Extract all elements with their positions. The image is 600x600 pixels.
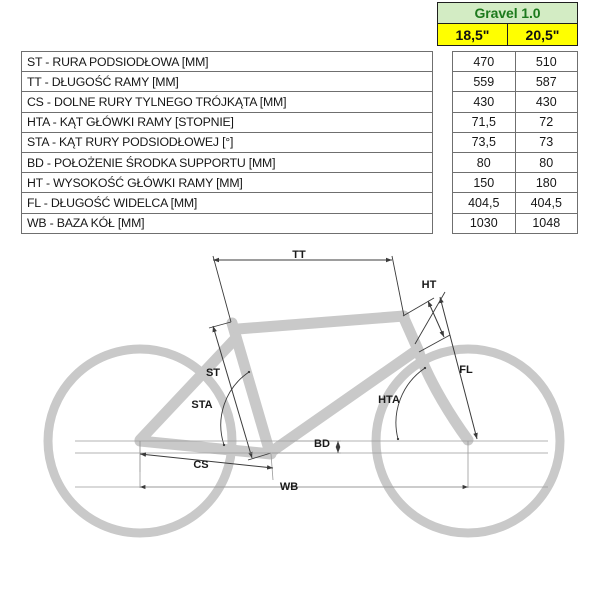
table-row bbox=[453, 173, 578, 193]
desc-cell-bd: BD - POŁOŻENIE ŚRODKA SUPPORTU [MM] bbox=[22, 152, 433, 172]
desc-cell-st: ST - RURA PODSIODŁOWA [MM] bbox=[22, 52, 433, 72]
reference-lines bbox=[75, 441, 548, 488]
fl-label: FL bbox=[459, 364, 473, 376]
table-row bbox=[453, 72, 578, 92]
chain-stay bbox=[140, 441, 271, 454]
value-cell-fl-18: 404,5 bbox=[453, 193, 516, 213]
value-cell-st-20: 510 bbox=[515, 52, 578, 72]
table-row bbox=[453, 112, 578, 132]
value-cell-hta-18: 71,5 bbox=[453, 112, 516, 132]
table-row bbox=[22, 152, 433, 172]
value-cell-sta-20: 73 bbox=[515, 132, 578, 152]
table-row bbox=[22, 132, 433, 152]
value-cell-cs-18: 430 bbox=[453, 92, 516, 112]
table-row bbox=[22, 112, 433, 132]
hta-label: HTA bbox=[378, 394, 400, 406]
desc-cell-cs: CS - DOLNE RURY TYLNEGO TRÓJKĄTA [MM] bbox=[22, 92, 433, 112]
table-row bbox=[453, 152, 578, 172]
value-cell-bd-18: 80 bbox=[453, 152, 516, 172]
value-cell-wb-18: 1030 bbox=[453, 213, 516, 233]
desc-cell-tt: TT - DŁUGOŚĆ RAMY [MM] bbox=[22, 72, 433, 92]
value-cell-ht-18: 150 bbox=[453, 173, 516, 193]
value-cell-tt-18: 559 bbox=[453, 72, 516, 92]
bicycle-geometry-diagram bbox=[0, 240, 600, 600]
desc-cell-sta: STA - KĄT RURY PODSIODŁOWEJ [°] bbox=[22, 132, 433, 152]
table-row bbox=[22, 52, 433, 72]
table-row bbox=[453, 92, 578, 112]
value-cell-st-18: 470 bbox=[453, 52, 516, 72]
desc-cell-fl: FL - DŁUGOŚĆ WIDELCA [MM] bbox=[22, 193, 433, 213]
size-header-table bbox=[437, 2, 578, 46]
desc-cell-hta: HTA - KĄT GŁÓWKI RAMY [STOPNIE] bbox=[22, 112, 433, 132]
top-tube bbox=[238, 316, 404, 329]
table-row bbox=[22, 92, 433, 112]
table-row bbox=[453, 213, 578, 233]
model-row bbox=[438, 3, 578, 24]
size-row bbox=[438, 24, 578, 46]
ht-dimension-line bbox=[428, 301, 444, 337]
geometry-description-table bbox=[21, 51, 433, 234]
tt-extension-right bbox=[392, 256, 404, 316]
table-row bbox=[22, 213, 433, 233]
table-row bbox=[453, 132, 578, 152]
value-cell-ht-20: 180 bbox=[515, 173, 578, 193]
model-name-cell: Gravel 1.0 bbox=[438, 3, 578, 24]
size-cell-1: 18,5" bbox=[438, 24, 508, 46]
value-cell-tt-20: 587 bbox=[515, 72, 578, 92]
table-row bbox=[453, 193, 578, 213]
ht-extension-top bbox=[403, 298, 434, 316]
ht-label: HT bbox=[421, 279, 437, 291]
table-row bbox=[453, 52, 578, 72]
cs-label: CS bbox=[193, 459, 209, 471]
tt-dimension bbox=[213, 249, 404, 322]
tt-extension-left bbox=[213, 256, 231, 322]
table-row bbox=[22, 193, 433, 213]
value-cell-cs-20: 430 bbox=[515, 92, 578, 112]
head-tube bbox=[403, 316, 419, 352]
value-cell-fl-20: 404,5 bbox=[515, 193, 578, 213]
desc-cell-ht: HT - WYSOKOŚĆ GŁÓWKI RAMY [MM] bbox=[22, 173, 433, 193]
tt-label: TT bbox=[292, 249, 306, 261]
table-row bbox=[22, 72, 433, 92]
value-cell-sta-18: 73,5 bbox=[453, 132, 516, 152]
table-row bbox=[22, 173, 433, 193]
geometry-values-table bbox=[452, 51, 578, 234]
value-cell-wb-20: 1048 bbox=[515, 213, 578, 233]
sta-label: STA bbox=[191, 399, 213, 411]
st-label: ST bbox=[205, 367, 221, 379]
desc-cell-wb: WB - BAZA KÓŁ [MM] bbox=[22, 213, 433, 233]
size-cell-2: 20,5" bbox=[508, 24, 578, 46]
wb-dimension bbox=[140, 481, 468, 493]
value-cell-bd-20: 80 bbox=[515, 152, 578, 172]
wb-label: WB bbox=[279, 481, 299, 493]
bd-label: BD bbox=[314, 438, 330, 450]
value-cell-hta-20: 72 bbox=[515, 112, 578, 132]
